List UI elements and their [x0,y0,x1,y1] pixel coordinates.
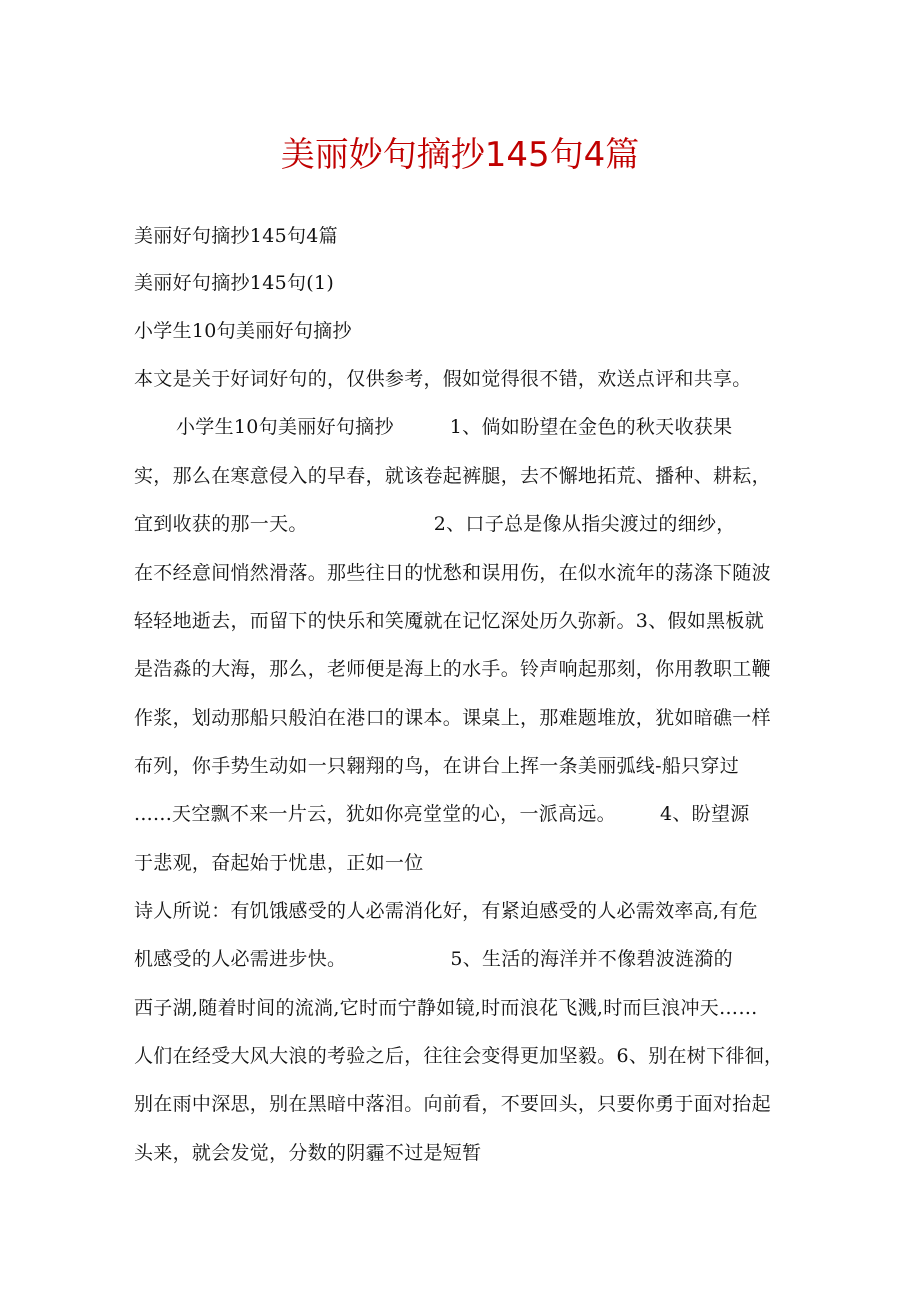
paragraph-line [134,799,834,829]
paragraph-line [134,944,834,974]
subtitle-line: 美丽好句摘抄145句(1) [134,272,335,294]
paragraph-line: 实，那么在寒意侵入的早春，就该卷起裤腿，去不懈地拓荒、播种、耕耘， [134,465,771,487]
paragraph-line: 西子湖,随着时间的流淌,它时而宁静如镜,时而浪花飞溅,时而巨浪冲天…… [134,997,758,1019]
paragraph-heading: 小学生10句美丽好句摘抄 [176,416,394,438]
paragraph-line: 布列，你手势生动如一只翱翔的鸟，在讲台上挥一条美丽弧线-船只穿过 [134,755,740,777]
paragraph-text: 1、倘如盼望在金色的秋天收获果 [449,416,733,438]
paragraph-line: 于悲观，奋起始于忧患，正如一位 [134,852,424,874]
paragraph-line: 别在雨中深思，别在黑暗中落泪。向前看，不要回头，只要你勇于面对抬起 [134,1093,771,1115]
paragraph-line [134,412,834,442]
paragraph-line [134,509,834,539]
paragraph-text: 机感受的人必需进步快。 [134,948,347,970]
paragraph-text: 宜到收获的那一天。 [134,513,308,535]
paragraph-line: 头来，就会发觉，分数的阴霾不过是短暂 [134,1142,482,1164]
paragraph-text: 2、口子总是像从指尖渡过的细纱， [433,513,736,535]
subtitle-line: 美丽好句摘抄145句4篇 [134,225,338,247]
document-title: 美丽妙句摘抄145句4篇 [280,135,640,175]
paragraph-line: 是浩淼的大海，那么，老师便是海上的水手。铃声响起那刻，你用教职工鞭 [134,658,771,680]
paragraph-line: 轻轻地逝去，而留下的快乐和笑魇就在记忆深处历久弥新。3、假如黑板就 [134,610,764,632]
paragraph-text: 4、盼望源 [659,803,750,825]
paragraph-line: 作浆，划动那船只般泊在港口的课本。课桌上，那难题堆放，犹如暗礁一样 [134,707,771,729]
paragraph-text: ......天空飘不来一片云，犹如你亮堂堂的心，一派高远。 [134,803,616,825]
paragraph-text: 5、生活的海洋并不像碧波涟漪的 [450,948,733,970]
paragraph-line: 人们在经受大风大浪的考验之后，往往会变得更加坚毅。6、别在树下徘徊， [134,1045,784,1067]
paragraph-line: 在不经意间悄然滑落。那些往日的忧愁和误用伤，在似水流年的荡涤下随波 [134,562,771,584]
subtitle-line: 小学生10句美丽好句摘抄 [134,320,352,342]
intro-line: 本文是关于好词好句的，仅供参考，假如觉得很不错，欢送点评和共享。 [134,368,752,390]
paragraph-line: 诗人所说：有饥饿感受的人必需消化好，有紧迫感受的人必需效率高,有危 [134,900,758,922]
